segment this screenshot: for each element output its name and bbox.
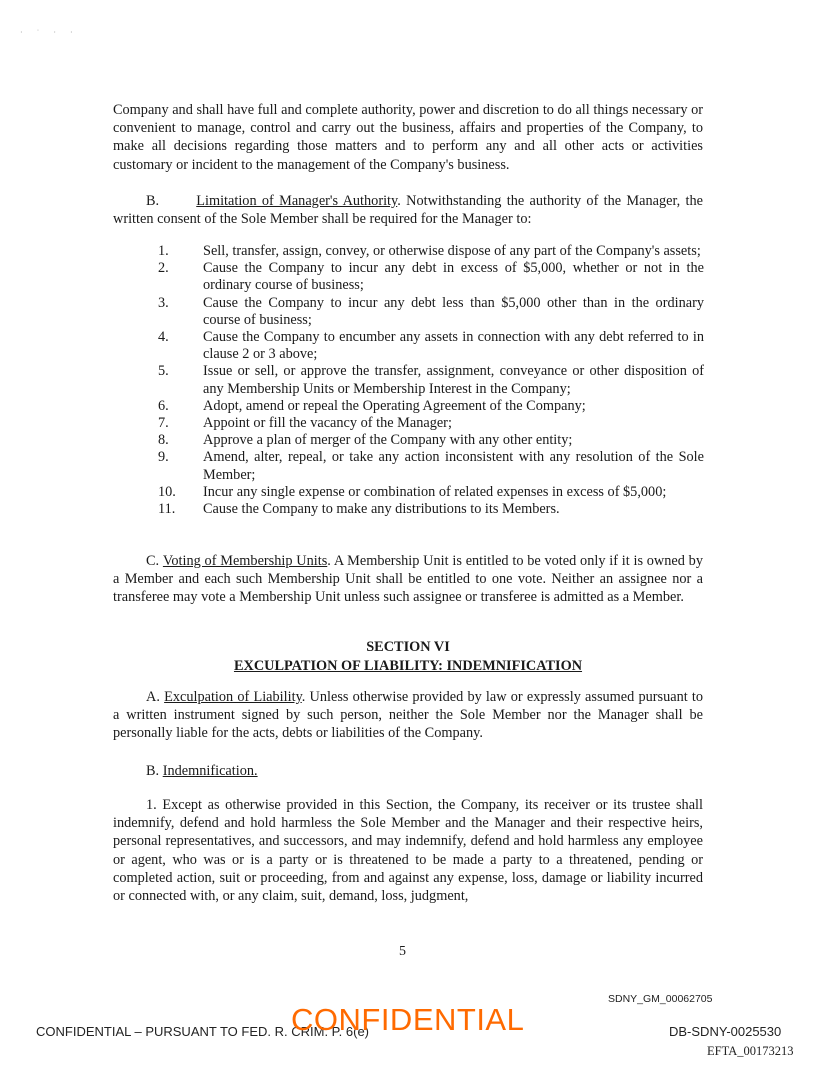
limitation-item	[158, 243, 704, 260]
intro-text: Company and shall have full and complete authority, power and discretion to do all things necessary or convenient to manage, control and carry out the business, affairs and properties of the Company, to make all decisions regarding those matters and to perform any and all other acts or activities customary or incident to the management of the Company's business.	[113, 102, 703, 173]
section-b-letter: B.	[146, 193, 160, 209]
limitation-text: Incur any single expense or combination of related expenses in excess of $5,000;	[203, 483, 667, 500]
section-vi-b-paragraph	[113, 762, 703, 780]
limitation-item	[158, 363, 704, 397]
limitation-number: 6.	[158, 397, 169, 414]
limitation-text: Amend, alter, repeal, or take any action inconsistent with any resolution of the Sole Member;	[203, 449, 704, 483]
section-vi-a-paragraph	[113, 688, 703, 743]
limitation-text: Adopt, amend or repeal the Operating Agreement of the Company;	[203, 397, 586, 414]
limitation-number: 2.	[158, 260, 169, 277]
section-vi-a-heading: Exculpation of Liability	[164, 689, 302, 705]
limitation-text: Cause the Company to incur any debt less than $5,000 other than in the ordinary course of business;	[203, 294, 704, 328]
limitation-number: 8.	[158, 432, 169, 449]
limitation-item	[158, 329, 704, 363]
limitation-item	[158, 260, 704, 294]
limitation-item	[158, 398, 704, 415]
section-c-wrapper	[113, 552, 703, 607]
limitation-item	[158, 295, 704, 329]
section-b-wrapper	[113, 192, 703, 228]
limitation-item	[158, 432, 704, 449]
limitation-text: Cause the Company to incur any debt in excess of $5,000, whether or not in the ordinary course of business;	[203, 260, 704, 294]
page-number: 5	[399, 944, 406, 959]
limitation-text: Cause the Company to encumber any assets in connection with any debt referred to in clause 2 or 3 above;	[203, 329, 704, 363]
section-vi-a-text: . Unless otherwise provided by law or expressly assumed pursuant to a written instrument signed by such person, neither the Sole Member nor the Manager shall be personally liable for the acts, debts or liabilities of the Company.	[113, 689, 704, 742]
limitation-number: 7.	[158, 415, 169, 432]
section-vi-a-wrapper	[113, 688, 703, 743]
indemnification-text: 1. Except as otherwise provided in this Section, the Company, its receiver or its trustee shall indemnify, defend and hold harmless the Sole Member and the Manager and their respective heirs, personal representatives, and successors, and may indemnify, defend and hold harmless any employee or agent, who was or is a party or is threatened to be made a party to a threatened, pending or completed action, suit or proceeding, from and against any expense, loss, damage or liability incurred or connected with, or any claim, suit, demand, loss, judgment,	[113, 797, 703, 905]
confidential-footer: CONFIDENTIAL – PURSUANT TO FED. R. CRIM. P. 6(e)	[36, 1024, 370, 1039]
intro-paragraph	[113, 101, 703, 174]
section-vi-a-letter: A.	[146, 689, 160, 705]
limitation-number: 1.	[158, 243, 169, 259]
limitation-item	[158, 484, 704, 501]
indemnification-paragraph	[113, 796, 703, 905]
section-b-text: . Notwithstanding the authority of the Manager, the written consent of the Sole Member shall be required for the Manager to:	[113, 193, 703, 228]
limitation-number: 9.	[158, 449, 169, 466]
efta-id: EFTA_00173213	[707, 1044, 794, 1058]
limitations-list	[158, 243, 704, 518]
limitation-item	[158, 501, 704, 518]
section-c-letter: C.	[146, 553, 160, 569]
limitation-text: Issue or sell, or approve the transfer, assignment, conveyance or other disposition of any Membership Units or Membership Interest in the Company;	[203, 363, 704, 397]
section-vi-b-heading: Indemnification.	[162, 763, 258, 779]
limitation-item	[158, 449, 704, 483]
limitation-number: 3.	[158, 294, 169, 311]
limitation-text: Appoint or fill the vacancy of the Manager;	[203, 415, 452, 432]
section-b-heading: Limitation of Manager's Authority	[196, 193, 398, 209]
limitation-text: Approve a plan of merger of the Company with any other entity;	[203, 432, 573, 449]
section-vi-heading	[113, 638, 703, 675]
limitation-item	[158, 415, 704, 432]
section-vi-b-wrapper	[113, 762, 703, 780]
scan-specks: · ˙ · ·	[20, 28, 79, 37]
section-number: SECTION VI	[366, 639, 450, 655]
section-b-paragraph	[113, 192, 703, 228]
limitation-number: 10.	[158, 483, 176, 500]
bates-sdny-gm: SDNY_GM_00062705	[608, 993, 713, 1005]
limitation-text: Cause the Company to make any distributions to its Members.	[203, 501, 560, 518]
section-c-paragraph	[113, 552, 703, 607]
section-c-text: . A Membership Unit is entitled to be voted only if it is owned by a Member and each such Membership Unit shall be entitled to one vote. Neither an assignee nor a transferee may vote a Membership Unit unless such assignee or transferee is admitted as a Member.	[113, 553, 703, 606]
limitation-number: 11.	[158, 501, 176, 518]
limitation-number: 4.	[158, 329, 169, 346]
limitation-number: 5.	[158, 363, 169, 380]
bates-db-sdny: DB-SDNY-0025530	[669, 1024, 782, 1039]
section-vi-b-letter: B.	[146, 763, 160, 779]
limitation-text: Sell, transfer, assign, convey, or otherwise dispose of any part of the Company's assets;	[203, 243, 701, 259]
confidential-stamp: CONFIDENTIAL	[291, 1002, 525, 1037]
section-title: EXCULPATION OF LIABILITY: INDEMNIFICATION	[233, 657, 583, 674]
section-c-heading: Voting of Membership Units	[162, 553, 328, 569]
